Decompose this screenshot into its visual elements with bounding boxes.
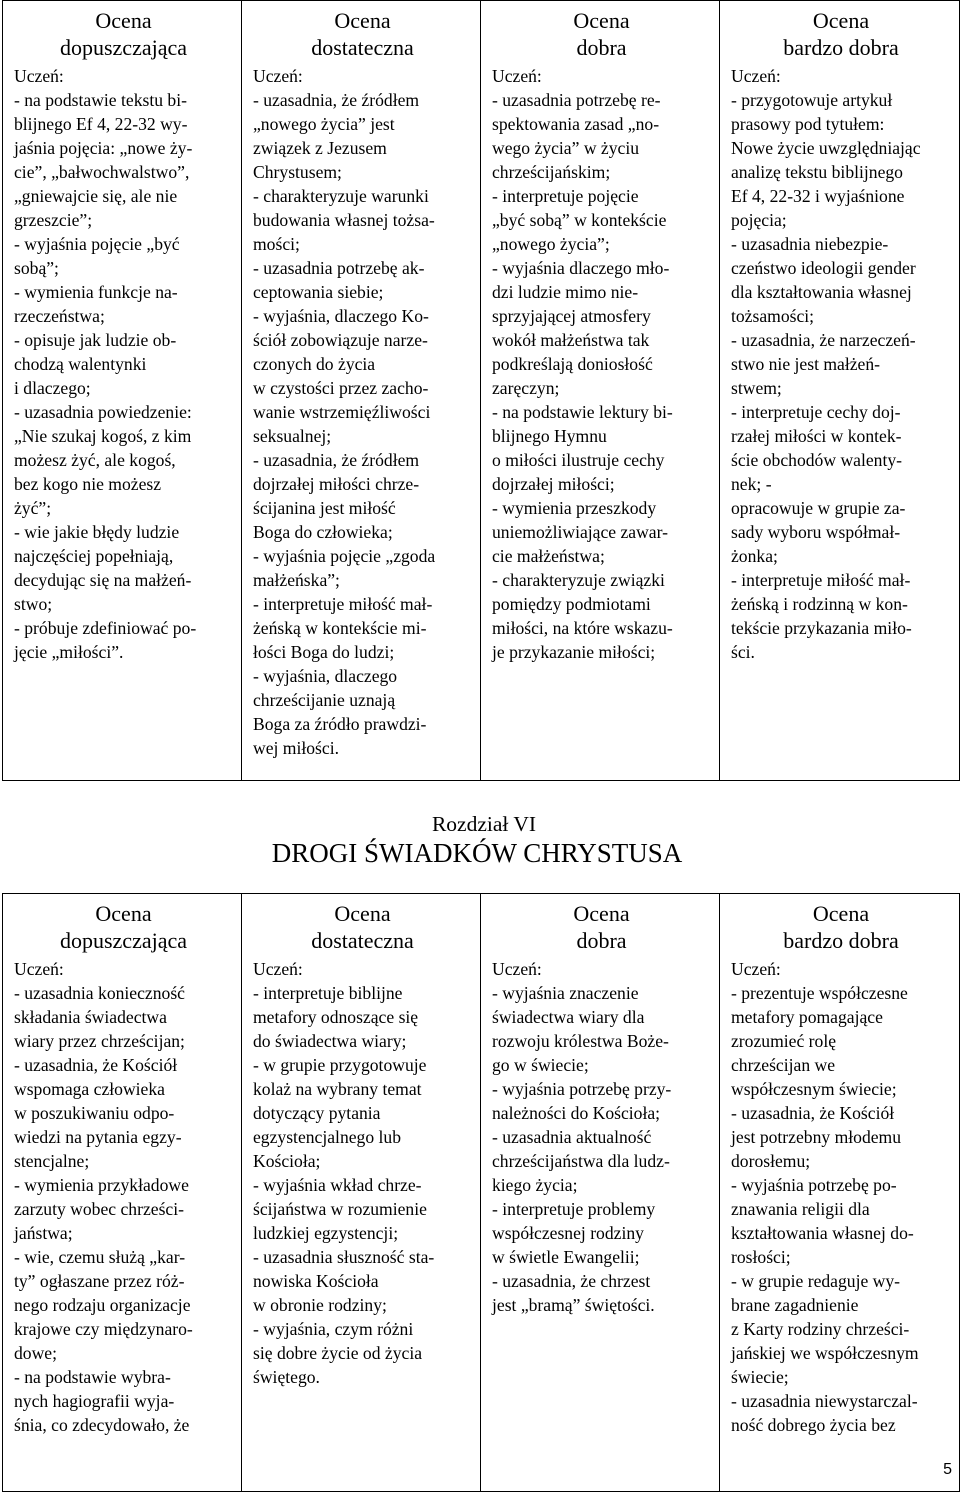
- text-line: dojrzałej miłości;: [492, 474, 615, 494]
- column-body: [253, 64, 472, 760]
- column-dopuszczajaca: [3, 894, 242, 1492]
- text-line: Nowe życie uwzględniając: [731, 138, 921, 158]
- text-line: Uczeń:: [14, 66, 64, 86]
- text-line: nek; -: [731, 474, 772, 494]
- text-line: - uzasadnia słuszność sta-: [253, 1247, 435, 1267]
- column-body: [731, 64, 951, 664]
- text-line: stwo nie jest małżeń-: [731, 354, 881, 374]
- text-line: - wyjaśnia potrzebę po-: [731, 1175, 897, 1195]
- text-line: - wie jakie błędy ludzie: [14, 522, 180, 542]
- text-line: - uzasadnia niewystarczal-: [731, 1391, 918, 1411]
- text-line: nego rodzaju organizacje: [14, 1295, 191, 1315]
- text-line: - na podstawie wybra-: [14, 1367, 171, 1387]
- text-line: w świetle Ewangelii;: [492, 1247, 640, 1267]
- text-line: współczesnej rodziny: [492, 1223, 644, 1243]
- text-line: żeńską w kontekście mi-: [253, 618, 427, 638]
- text-line: - uzasadnia, że źródłem: [253, 90, 420, 110]
- text-line: wej miłości.: [253, 738, 340, 758]
- text-line: i dlaczego;: [14, 378, 91, 398]
- text-line: rosłości;: [731, 1247, 791, 1267]
- text-line: tożsamości;: [731, 306, 815, 326]
- text-line: Uczeń:: [14, 959, 64, 979]
- text-line: z Karty rodziny chrześci-: [731, 1319, 910, 1339]
- text-line: - na podstawie lektury bi-: [492, 402, 673, 422]
- text-line: jańskiej we współczesnym: [731, 1343, 919, 1363]
- text-line: stwo;: [14, 594, 53, 614]
- text-line: „być sobą” w kontekście: [492, 210, 667, 230]
- text-line: - wyjaśnia pojęcie „być: [14, 234, 180, 254]
- text-line: ścijanina jest miłość: [253, 498, 396, 518]
- column-body: [14, 957, 233, 1437]
- text-line: - uzasadnia niebezpie-: [731, 234, 889, 254]
- text-line: rzałej miłości w kontek-: [731, 426, 902, 446]
- text-line: jest potrzebny młodemu: [731, 1127, 902, 1147]
- text-line: najczęściej popełniają,: [14, 546, 174, 566]
- text-line: - wyjaśnia dlaczego mło-: [492, 258, 670, 278]
- text-line: - wyjaśnia, dlaczego Ko-: [253, 306, 429, 326]
- text-line: - wymienia funkcje na-: [14, 282, 178, 302]
- text-line: Uczeń:: [253, 66, 303, 86]
- column-dopuszczajaca: [3, 1, 242, 781]
- text-line: „Nie szukaj kogoś, z kim: [14, 426, 192, 446]
- text-line: cie małżeństwa;: [492, 546, 605, 566]
- chapter-title: DROGI ŚWIADKÓW CHRYSTUSA: [271, 838, 683, 868]
- text-line: - interpretuje miłość mał-: [731, 570, 911, 590]
- text-line: żonka;: [731, 546, 778, 566]
- text-line: - charakteryzuje związki: [492, 570, 665, 590]
- page-number: 5: [943, 1461, 952, 1478]
- text-line: jaśnia pojęcia: „nowe ży-: [14, 138, 193, 158]
- text-line: je przykazanie miłości;: [492, 642, 656, 662]
- column-dobra: [481, 1, 720, 781]
- text-line: metafory pomagające: [731, 1007, 883, 1027]
- text-line: ty” ogłaszane przez róż-: [14, 1271, 185, 1291]
- column-heading: Ocena dobra: [573, 8, 630, 60]
- column-dostateczna: [242, 894, 481, 1492]
- text-line: żyć”;: [14, 498, 52, 518]
- column-heading: Ocena dostateczna: [311, 8, 414, 60]
- text-line: Ef 4, 22-32 i wyjaśnione: [731, 186, 905, 206]
- text-line: - uzasadnia potrzebę ak-: [253, 258, 425, 278]
- text-line: rzeczeństwa;: [14, 306, 105, 326]
- chapter-number: Rozdział VI: [431, 812, 537, 836]
- text-line: w obronie rodziny;: [253, 1295, 387, 1315]
- text-line: świecie;: [731, 1367, 789, 1387]
- text-line: należności do Kościoła;: [492, 1103, 661, 1123]
- text-line: łości Boga do ludzi;: [253, 642, 395, 662]
- text-line: - wymienia przeszkody: [492, 498, 657, 518]
- text-line: prasowy pod tytułem:: [731, 114, 885, 134]
- text-line: - interpretuje pojęcie: [492, 186, 639, 206]
- column-bardzo-dobra: [720, 894, 960, 1492]
- text-line: tekście przykazania miło-: [731, 618, 912, 638]
- text-line: ludzkiej egzystencji;: [253, 1223, 399, 1243]
- column-heading: Ocena bardzo dobra: [783, 901, 899, 953]
- text-line: uniemożliwiające zawar-: [492, 522, 668, 542]
- text-line: „nowego życia” jest: [253, 114, 395, 134]
- text-line: - wyjaśnia, dlaczego: [253, 666, 398, 686]
- text-line: możesz żyć, ale kogoś,: [14, 450, 176, 470]
- column-heading: Ocena bardzo dobra: [783, 8, 899, 60]
- text-line: jęcie „miłości”.: [14, 642, 124, 662]
- text-line: zrozumieć rolę: [731, 1031, 837, 1051]
- text-line: dla kształtowania własnej: [731, 282, 912, 302]
- text-line: - wyjaśnia wkład chrze-: [253, 1175, 422, 1195]
- text-line: - wyjaśnia potrzebę przy-: [492, 1079, 672, 1099]
- text-line: Boga do człowieka;: [253, 522, 393, 542]
- text-line: - wyjaśnia, czym różni: [253, 1319, 414, 1339]
- column-dostateczna: [242, 1, 481, 781]
- text-line: Uczeń:: [492, 959, 542, 979]
- text-line: o miłości ilustruje cechy: [492, 450, 665, 470]
- text-line: spektowania zasad „no-: [492, 114, 660, 134]
- column-dobra: [481, 894, 720, 1492]
- text-line: współczesnym świecie;: [731, 1079, 897, 1099]
- text-line: - prezentuje współczesne: [731, 983, 908, 1003]
- text-line: składania świadectwa: [14, 1007, 167, 1027]
- text-line: bez kogo nie możesz: [14, 474, 162, 494]
- text-line: - interpretuje cechy doj-: [731, 402, 901, 422]
- text-line: wanie wstrzemięźliwości: [253, 402, 431, 422]
- text-line: go w świecie;: [492, 1055, 589, 1075]
- text-line: czonych do życia: [253, 354, 376, 374]
- text-line: wiedzi na pytania egzy-: [14, 1127, 182, 1147]
- text-line: Kościoła;: [253, 1151, 321, 1171]
- text-line: - wyjaśnia znaczenie: [492, 983, 639, 1003]
- text-line: grzeszcie”;: [14, 210, 93, 230]
- text-line: kiego życia;: [492, 1175, 578, 1195]
- text-line: podkreślają doniosłość: [492, 354, 653, 374]
- text-line: dowe;: [14, 1343, 57, 1363]
- text-line: - uzasadnia, że Kościół: [731, 1103, 895, 1123]
- column-body: [14, 64, 233, 664]
- text-line: jaństwa;: [14, 1223, 73, 1243]
- text-line: Uczeń:: [253, 959, 303, 979]
- text-line: do świadectwa wiary;: [253, 1031, 407, 1051]
- text-line: nych hagiografii wyja-: [14, 1391, 175, 1411]
- text-line: - uzasadnia potrzebę re-: [492, 90, 661, 110]
- text-line: związek z Jezusem: [253, 138, 387, 158]
- text-line: w czystości przez zacho-: [253, 378, 429, 398]
- text-line: - uzasadnia konieczność: [14, 983, 185, 1003]
- text-line: - wyjaśnia pojęcie „zgoda: [253, 546, 436, 566]
- text-line: dotyczący pytania: [253, 1103, 381, 1123]
- text-line: jest „bramą” świętości.: [492, 1295, 655, 1315]
- text-line: blijnego Hymnu: [492, 426, 607, 446]
- text-line: seksualnej;: [253, 426, 332, 446]
- text-line: - przygotowuje artykuł: [731, 90, 893, 110]
- text-line: chrześcijańskim;: [492, 162, 611, 182]
- text-line: w poszukiwaniu odpo-: [14, 1103, 175, 1123]
- text-line: kształtowania własnej do-: [731, 1223, 914, 1243]
- text-line: blijnego Ef 4, 22-32 wy-: [14, 114, 188, 134]
- text-line: - uzasadnia, że narzeczeń-: [731, 330, 916, 350]
- text-line: cie”, „bałwochwalstwo”,: [14, 162, 190, 182]
- text-line: krajowe czy międzynaro-: [14, 1319, 193, 1339]
- text-line: - interpretuje biblijne: [253, 983, 403, 1003]
- column-heading: Ocena dostateczna: [311, 901, 414, 953]
- text-line: Uczeń:: [731, 959, 781, 979]
- column-heading: Ocena dobra: [573, 901, 630, 953]
- column-heading: Ocena dopuszczająca: [59, 901, 188, 953]
- text-line: - wie, czemu służą „kar-: [14, 1247, 186, 1267]
- text-line: - interpretuje problemy: [492, 1199, 656, 1219]
- text-line: pomiędzy podmiotami: [492, 594, 651, 614]
- text-line: świadectwa wiary dla: [492, 1007, 645, 1027]
- text-line: stwem;: [731, 378, 782, 398]
- text-line: dojrzałej miłości chrze-: [253, 474, 420, 494]
- text-line: chodzą walentynki: [14, 354, 147, 374]
- text-line: Chrystusem;: [253, 162, 342, 182]
- text-line: - opisuje jak ludzie ob-: [14, 330, 177, 350]
- text-line: znawania religii dla: [731, 1199, 870, 1219]
- text-line: żeńską i rodzinną w kon-: [731, 594, 908, 614]
- text-line: Boga za źródło prawdzi-: [253, 714, 427, 734]
- column-body: [253, 957, 472, 1389]
- column-bardzo-dobra: [720, 1, 960, 781]
- text-line: zarzuty wobec chrześci-: [14, 1199, 184, 1219]
- text-line: czeństwo ideologii gender: [731, 258, 916, 278]
- text-line: wiary przez chrześcijan;: [14, 1031, 185, 1051]
- text-line: opracowuje w grupie za-: [731, 498, 906, 518]
- text-line: pojęcia;: [731, 210, 787, 230]
- column-body: [492, 64, 711, 664]
- text-line: - uzasadnia aktualność: [492, 1127, 652, 1147]
- text-line: chrześcijanie uznają: [253, 690, 396, 710]
- text-line: Uczeń:: [492, 66, 542, 86]
- text-line: kolaż na wybrany temat: [253, 1079, 422, 1099]
- text-line: wspomaga człowieka: [14, 1079, 165, 1099]
- text-line: ści.: [731, 642, 755, 662]
- text-line: - wymienia przykładowe: [14, 1175, 189, 1195]
- text-line: - próbuje zdefiniować po-: [14, 618, 197, 638]
- text-line: świętego.: [253, 1367, 320, 1387]
- text-line: mości;: [253, 234, 300, 254]
- text-line: metafory odnoszące się: [253, 1007, 419, 1027]
- text-line: sady wyboru współmał-: [731, 522, 901, 542]
- text-line: budowania własnej tożsa-: [253, 210, 435, 230]
- text-line: - interpretuje miłość mał-: [253, 594, 433, 614]
- text-line: ścijaństwa w rozumienie: [253, 1199, 427, 1219]
- text-line: analizę tekstu biblijnego: [731, 162, 903, 182]
- text-line: ceptowania siebie;: [253, 282, 384, 302]
- text-line: śnia, co zdecydowało, że: [14, 1415, 190, 1435]
- text-line: sprzyjającej atmosfery: [492, 306, 651, 326]
- text-line: - w grupie przygotowuje: [253, 1055, 427, 1075]
- text-line: sobą”;: [14, 258, 59, 278]
- text-line: ściół zobowiązuje narze-: [253, 330, 428, 350]
- text-line: - uzasadnia powiedzenie:: [14, 402, 192, 422]
- text-line: - charakteryzuje warunki: [253, 186, 429, 206]
- column-body: [492, 957, 711, 1317]
- text-line: brane zagadnienie: [731, 1295, 859, 1315]
- text-line: stencjalne;: [14, 1151, 90, 1171]
- text-line: małżeńska”;: [253, 570, 340, 590]
- text-line: - uzasadnia, że źródłem: [253, 450, 420, 470]
- grading-table-top: [2, 0, 960, 781]
- text-line: wego życia” w życiu: [492, 138, 640, 158]
- text-line: - uzasadnia, że Kościół: [14, 1055, 178, 1075]
- text-line: zaręczyn;: [492, 378, 560, 398]
- text-line: ność dobrego życia bez: [731, 1415, 896, 1435]
- text-line: „gniewajcie się, ale nie: [14, 186, 178, 206]
- text-line: decydując się na małżeń-: [14, 570, 192, 590]
- column-body: [731, 957, 951, 1437]
- text-line: nowiska Kościoła: [253, 1271, 379, 1291]
- text-line: rozwoju królestwa Boże-: [492, 1031, 669, 1051]
- text-line: Uczeń:: [731, 66, 781, 86]
- text-line: dorosłemu;: [731, 1151, 811, 1171]
- text-line: chrześcijan we: [731, 1055, 836, 1075]
- text-line: egzystencjalnego lub: [253, 1127, 402, 1147]
- text-line: ście obchodów walenty-: [731, 450, 902, 470]
- grading-table-bottom: [2, 893, 960, 1492]
- text-line: - na podstawie tekstu bi-: [14, 90, 187, 110]
- chapter-heading: [0, 811, 960, 869]
- text-line: wokół małżeństwa tak: [492, 330, 650, 350]
- text-line: miłości, na które wskazu-: [492, 618, 673, 638]
- text-line: - uzasadnia, że chrzest: [492, 1271, 651, 1291]
- column-heading: Ocena dopuszczająca: [59, 8, 188, 60]
- text-line: się dobre życie od życia: [253, 1343, 423, 1363]
- text-line: chrześcijaństwa dla ludz-: [492, 1151, 670, 1171]
- text-line: - w grupie redaguje wy-: [731, 1271, 901, 1291]
- text-line: „nowego życia”;: [492, 234, 610, 254]
- text-line: dzi ludzie mimo nie-: [492, 282, 639, 302]
